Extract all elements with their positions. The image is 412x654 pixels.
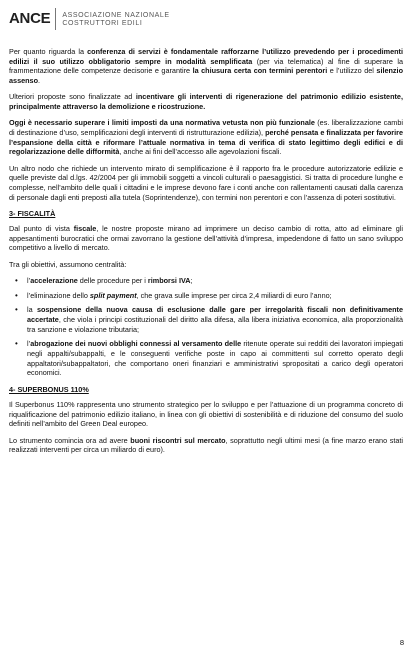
text-run: l’ (27, 275, 31, 285)
paragraph-mercato (9, 436, 403, 455)
document-body (9, 47, 403, 461)
section-heading-fiscalita: 3- FISCALITÀ (9, 209, 56, 219)
paragraph-normativa (9, 118, 403, 157)
page-number: 8 (399, 638, 404, 647)
bold-run: abrogazione dei nuovi obblighi connessi al versamento delle (30, 339, 242, 349)
list-item (9, 291, 403, 301)
text-run: Per quanto riguarda la (9, 47, 88, 56)
bold-run: Oggi è necessario superare i limiti imposti da una normativa vetusta non più funzionale (9, 118, 315, 128)
paragraph-conferenza-servizi (9, 47, 403, 86)
text-run: e l’utilizzo del (327, 66, 377, 76)
text-run: delle procedure per i (77, 275, 148, 285)
text-run: Dal punto di vista (9, 224, 74, 234)
paragraph-semplificazione (9, 164, 403, 203)
text-run: l’eliminazione dello (27, 290, 90, 300)
bold-run: sospensione della nuova causa di esclusione dalle gare per irregolarità fiscali non definitivamente accertate (27, 305, 403, 324)
logo-divider (55, 8, 56, 30)
list-item (9, 305, 403, 334)
text-run: , le nostre proposte mirano ad imprimere un deciso cambio di rotta, atto ad eliminare gli appesantimenti burocratici che ormai zavorrano la gestione dell’attività d’impresa, impedendone di fatto un sano sviluppo competitivo a livello di mercato. (9, 224, 403, 253)
bold-run: la chiusura certa con termini perentori (192, 66, 328, 76)
paragraph-superbonus: Il Superbonus 110% rappresenta uno strumento strategico per lo sviluppo e per l’attuazione di un programma concreto di riqualificazione del patrimonio edilizio italiano, in linea con gli obiettivi di sostenibilità e di riduzione del consumo del suolo definiti nell’ambito del Green Deal europeo. (9, 399, 403, 429)
text-run: , anche ai fini dell’accesso alle agevolazioni fiscali. (119, 147, 282, 157)
text-run: Ulteriori proposte sono finalizzate ad (9, 92, 136, 102)
logo-text: ANCE (9, 10, 51, 27)
text-run: . (38, 76, 41, 86)
list-item (9, 276, 403, 286)
text-run: , che grava sulle imprese per circa 2,4 miliardi di euro l’anno; (136, 290, 332, 300)
bold-run: fiscale (73, 224, 97, 234)
bold-italic-run: split payment (89, 290, 137, 300)
organization-name (62, 12, 169, 28)
bold-run: perché pensata e finalizzata per favorire l’espansione della città e riformare l’attuale normativa in tema di verifica di stato legittimo degli edifici e di regolarizzazione delle difformità (9, 127, 403, 157)
bold-run: incentivare gli interventi di rigenerazione del patrimonio edilizio esistente, principalmente attraverso la demolizione e ricostruzione. (9, 92, 403, 112)
text-run: la (27, 305, 37, 315)
ance-logo (9, 8, 170, 32)
list-item (9, 339, 403, 378)
text-run: l’ (27, 339, 31, 349)
paragraph-obiettivi: Tra gli obiettivi, assumono centralità: (9, 259, 127, 269)
bold-run: buoni riscontri sul mercato (130, 435, 226, 445)
text-run: , soprattutto negli ultimi mesi (a fine marzo erano stati realizzati interventi per circa un miliardo di euro). (9, 435, 404, 455)
section-heading-superbonus: 4- SUPERBONUS 110% (9, 385, 89, 395)
bold-run: rimborsi IVA (147, 275, 191, 285)
bold-run: conferenza di servizi è fondamentale rafforzarne l’utilizzo prevedendo per i procedimenti edilizi il suo utilizzo obbligatorio sempre in modalità semplificata (9, 47, 403, 66)
text-run: , che viola i principi costituzionali del diritto alla difesa, alla libera iniziativa economica, alla proporzionalità tra sanzione e violazione tributaria; (27, 314, 403, 334)
text-run: ; (190, 275, 193, 285)
org-name-line-1: ASSOCIAZIONE NAZIONALE (62, 12, 170, 19)
text-run: Lo strumento comincia ora ad avere (9, 435, 131, 445)
paragraph-rigenerazione (9, 92, 403, 111)
text-run: (es. liberalizzazione cambi di destinazione d’uso, semplificazioni degli interventi di ristrutturazione edilizia), (9, 118, 403, 137)
paragraph-fiscale (9, 224, 403, 253)
bold-run: accelerazione (30, 275, 78, 285)
bold-run: silenzio assenso (9, 66, 403, 86)
objectives-list (9, 276, 403, 378)
org-name-line-2: COSTRUTTORI EDILI (62, 20, 143, 27)
text-run: Un altro nodo che richiede un intervento mirato di semplificazione è il rapporto fra le procedure autorizzatorie edilizie e quelle previste dal d.lgs. 42/2004 per gli immobili soggetti a vincoli culturali o paesaggistici. Si tratta di procedure lunghe e complesse, nell’ambito delle quali i cittadini e le imprese devono fare i conti anche con rallentamenti causati dalla carenza di personale dagli enti preposti alla tutela (Soprintendenze), con termini non perentori e con l’assenza di poteri sostitutivi. (9, 163, 403, 202)
text-run: (per via telematica) al fine di superare la frammentazione delle competenze decisorie e garantire (9, 56, 404, 76)
text-run: ritenute operate sui redditi dei lavoratori impiegati negli appalti/subappalti, e le conseguenti verifiche poste in capo ai committenti sul corretto operato degli appaltatori/subappaltatori, che comportano oneri finanziari e amministrativi spropositati a carico degli operatori economici. (27, 339, 403, 378)
